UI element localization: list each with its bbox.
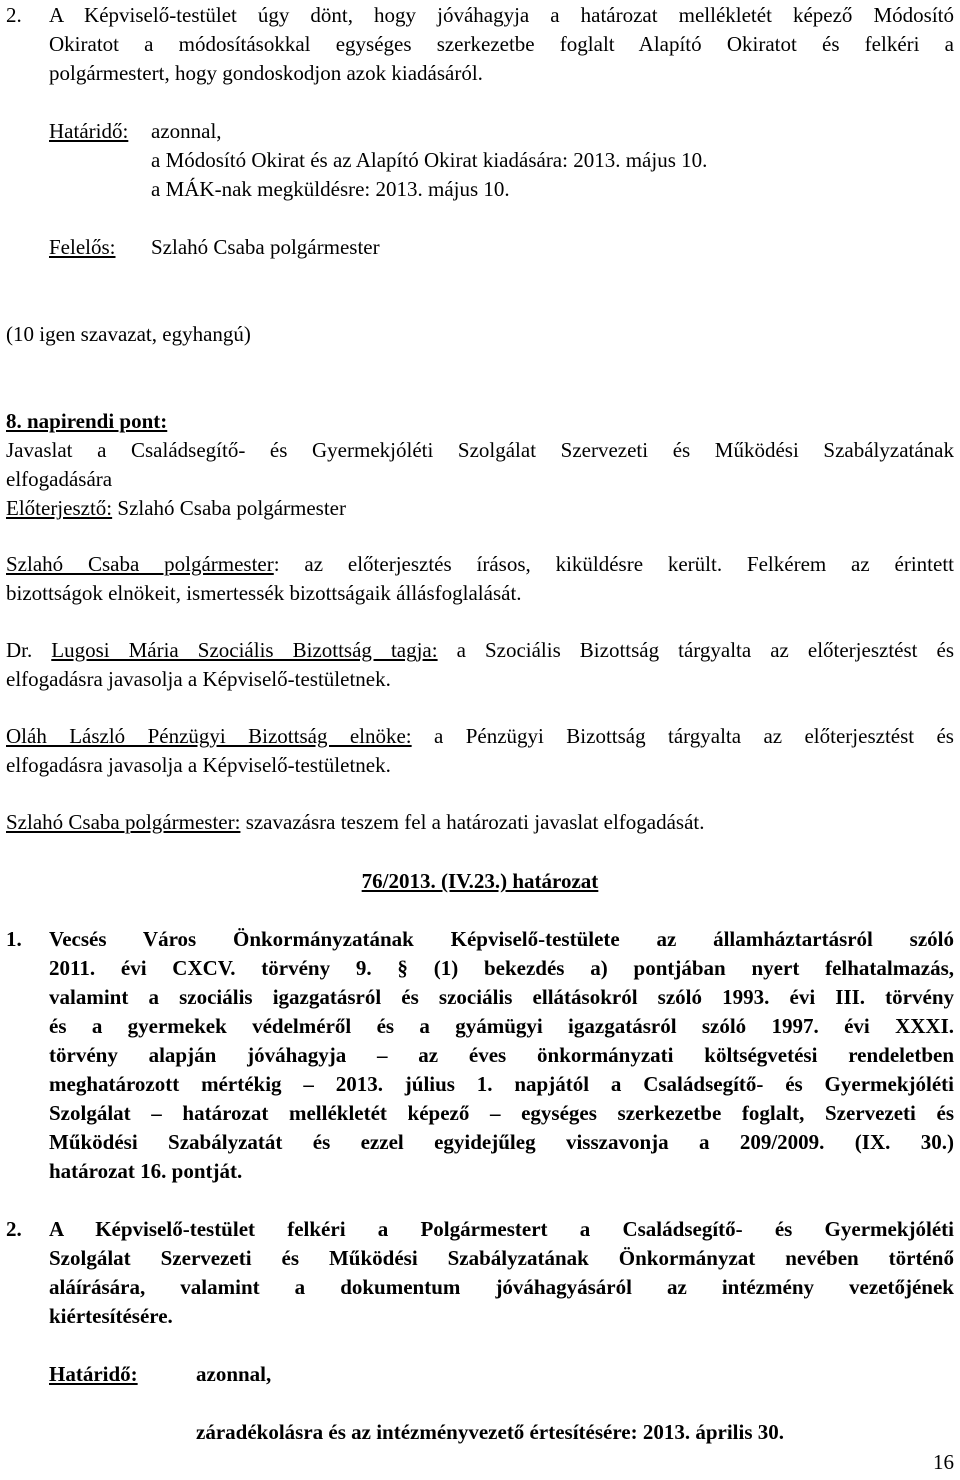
item-2-text: [6, 1, 954, 88]
point-line: A Képviselő-testület felkéri a Polgármestert a Családsegítő- és Gyermekjóléti: [49, 1217, 954, 1241]
deadline-line: azonnal,: [151, 119, 222, 143]
deadline-line: záradékolásra és az intézményvezető értesítésére: 2013. április 30.: [196, 1420, 785, 1444]
item-2-deadline: [49, 117, 954, 204]
item-2-line: polgármestert, hogy gondoskodjon azok kiadásáról.: [49, 61, 483, 85]
agenda-subject-line: elfogadására: [6, 467, 113, 491]
point-line: Szolgálat Szervezeti és Működési Szabályzatának Önkormányzat nevében történő: [49, 1246, 954, 1270]
point-line: törvény alapján jóváhagyja – az éves önkormányzati költségvetési rendeletben: [49, 1043, 954, 1067]
agenda-item: [6, 407, 954, 523]
point-line: 2011. évi CXCV. törvény 9. § (1) bekezdés a) pontjában nyert felhatalmazás,: [49, 956, 954, 980]
vote-text: (10 igen szavazat, egyhangú): [6, 322, 251, 346]
paragraph-social-committee: [6, 636, 954, 694]
responsible-label: Felelős:: [49, 235, 116, 259]
agenda-presenter: [6, 494, 954, 523]
paragraph-text: a Pénzügyi Bizottság tárgyalta az előterjesztést és: [411, 724, 954, 748]
resolution-title-text: 76/2013. (IV.23.) határozat: [361, 869, 599, 893]
paragraph-line: [6, 808, 954, 837]
paragraph-line: [6, 636, 954, 665]
paragraph-line: elfogadásra javasolja a Képviselő-testületnek.: [6, 753, 391, 777]
speaker-name: Szlahó Csaba polgármester: [6, 552, 274, 576]
point-line: Szolgálat – határozat mellékletét képező – egységes szerkezetbe foglalt, Szervezeti és: [49, 1101, 954, 1125]
deadline-line: azonnal,: [196, 1362, 272, 1386]
resolution-deadline: [49, 1360, 954, 1447]
paragraph-vote-call: [6, 808, 954, 837]
point-line: valamint a szociális igazgatásról és szociális ellátásokról szóló 1993. évi III. törvény: [49, 985, 954, 1009]
agenda-subject-line: Javaslat a Családsegítő- és Gyermekjóléti Szolgálat Szervezeti és Működési Szabályzatának: [6, 438, 954, 462]
paragraph-text: a Szociális Bizottság tárgyalta az előterjesztést és: [437, 638, 954, 662]
speaker-title: Dr.: [6, 638, 33, 662]
deadline-label: Határidő:: [49, 119, 129, 143]
deadline-line: a Módosító Okirat és az Alapító Okirat kiadására: 2013. május 10.: [151, 148, 708, 172]
point-line: Vecsés Város Önkormányzatának Képviselő-testülete az államháztartásról szóló: [49, 927, 954, 951]
agenda-title: 8. napirendi pont:: [6, 409, 168, 433]
deadline-line: a MÁK-nak megküldésre: 2013. május 10.: [151, 177, 510, 201]
paragraph-line: bizottságok elnökeit, ismertessék bizottságaik állásfoglalását.: [6, 581, 522, 605]
item-2: [6, 1, 954, 88]
point-text: [6, 925, 954, 1186]
item-2-line: Okiratot a módosításokkal egységes szerkezetbe foglalt Alapító Okiratot és felkéri a: [49, 32, 954, 56]
point-number: 2.: [6, 1217, 22, 1241]
point-line: és a gyermekek védelméről és a gyámügyi igazgatásról szóló 1997. évi XXXI.: [49, 1014, 954, 1038]
vote-result: [6, 320, 954, 349]
point-line: meghatározott mértékig – 2013. július 1. napjától a Családsegítő- és Gyermekjóléti: [49, 1072, 954, 1096]
point-number: 1.: [6, 927, 22, 951]
speaker-name: Lugosi Mária Szociális Bizottság tagja:: [51, 638, 438, 662]
presenter-value: Szlahó Csaba polgármester: [117, 496, 346, 520]
point-line: kiértesítésére.: [49, 1304, 173, 1328]
resolution-point-1: [6, 925, 954, 1186]
paragraph-line: elfogadásra javasolja a Képviselő-testületnek.: [6, 667, 391, 691]
paragraph-mayor-intro: [6, 550, 954, 608]
paragraph-line: [6, 722, 954, 751]
paragraph-finance-committee: [6, 722, 954, 780]
point-line: határozat 16. pontját.: [49, 1159, 243, 1183]
deadline-label: Határidő:: [49, 1362, 138, 1386]
item-2-responsible: [49, 233, 954, 262]
paragraph-line: [6, 550, 954, 579]
paragraph-text: szavazásra teszem fel a határozati javaslat elfogadását.: [240, 810, 705, 834]
resolution-point-2: [6, 1215, 954, 1331]
speaker-name: Szlahó Csaba polgármester:: [6, 810, 241, 834]
responsible-value: Szlahó Csaba polgármester: [151, 235, 380, 259]
paragraph-text: : az előterjesztés írásos, kiküldésre került. Felkérem az érintett: [273, 552, 954, 576]
page-number: 16: [933, 1450, 954, 1474]
item-2-line: A Képviselő-testület úgy dönt, hogy jóváhagyja a határozat mellékletét képező Módosító: [49, 3, 954, 27]
point-line: aláírására, valamint a dokumentum jóváhagyásáról az intézmény vezetőjének: [49, 1275, 954, 1299]
presenter-label: Előterjesztő:: [6, 496, 113, 520]
point-line: Működési Szabályzatát és ezzel egyidejűleg visszavonja a 209/2009. (IX. 30.): [49, 1130, 954, 1154]
point-text: [6, 1215, 954, 1331]
item-2-number: 2.: [6, 3, 22, 27]
resolution-title: [6, 867, 954, 896]
speaker-name: Oláh László Pénzügyi Bizottság elnöke:: [6, 724, 412, 748]
